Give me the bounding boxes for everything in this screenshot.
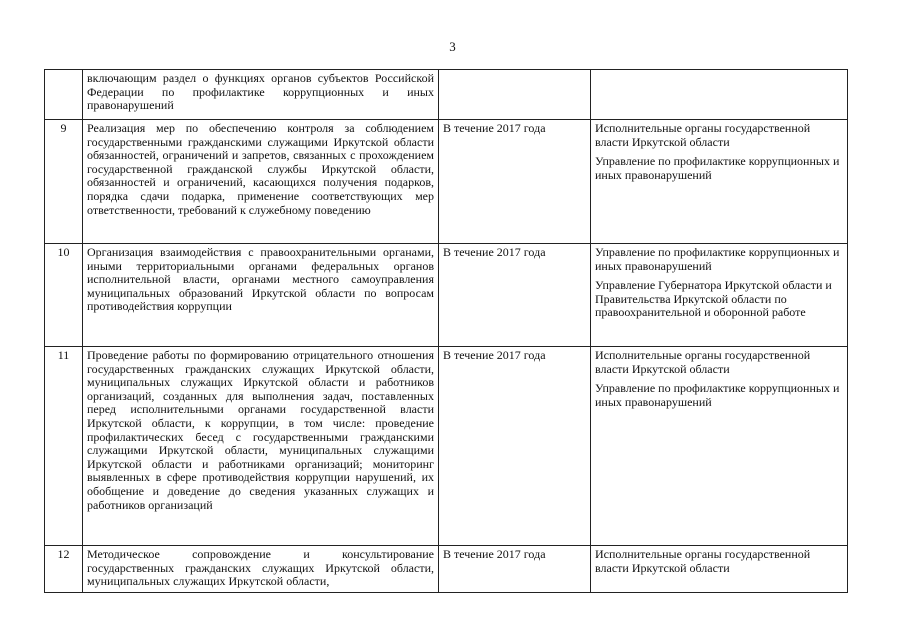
executor-item: Исполнительные органы государственной власти Иркутской области bbox=[595, 348, 811, 376]
row-number-cell: 10 bbox=[45, 244, 83, 347]
executor-item: Управление Губернатора Иркутской области и Правительства Иркутской области по правоохранительной и оборонной работе bbox=[595, 278, 832, 320]
table-row bbox=[45, 70, 848, 120]
deadline-cell: В течение 2017 года bbox=[439, 546, 591, 593]
deadline-cell: В течение 2017 года bbox=[439, 347, 591, 546]
executors-cell bbox=[591, 546, 848, 593]
row-number-cell: 11 bbox=[45, 347, 83, 546]
table-row bbox=[45, 546, 848, 593]
event-cell: Организация взаимодействия с правоохранительными органами, иными территориальными органами федеральных органов исполнительной власти, органами местного самоуправления муниципальных образований Иркутской области по вопросам противодействия коррупции bbox=[83, 244, 439, 347]
executors-cell bbox=[591, 70, 848, 120]
executor-item: Управление по профилактике коррупционных и иных правонарушений bbox=[595, 154, 840, 182]
table-row bbox=[45, 244, 848, 347]
row-number-cell: 9 bbox=[45, 120, 83, 244]
event-cell: Реализация мер по обеспечению контроля за соблюдением государственными гражданскими служащими Иркутской области обязанностей, ограничений и запретов, связанных с прохождением государственной гражданской службы Иркутской области, обязанностей и ограничений, касающихся получения подарков, порядка сдачи подарка, применение соответствующих мер ответственности, требований к служебному поведению bbox=[83, 120, 439, 244]
deadline-cell: В течение 2017 года bbox=[439, 244, 591, 347]
executor-item: Управление по профилактике коррупционных и иных правонарушений bbox=[595, 381, 840, 409]
event-cell: Проведение работы по формированию отрицательного отношения государственных гражданских служащих Иркутской области, муниципальных служащих Иркутской области и работников организаций, созданных для выполнения задач, поставленных перед исполнительными органами государственной власти Иркутской области, к коррупции, в том числе: проведение профилактических бесед с государственными гражданскими служащими Иркутской области, муниципальных служащими Иркутской области и работниками организаций; мониторинг выявленных в сфере противодействия коррупции нарушений, их обобщение и доведение до сведения указанных служащих и работников организаций bbox=[83, 347, 439, 546]
row-number-cell: 12 bbox=[45, 546, 83, 593]
row-number-cell bbox=[45, 70, 83, 120]
executors-cell bbox=[591, 120, 848, 244]
event-cell: включающим раздел о функциях органов субъектов Российской Федерации по профилактике коррупционных и иных правонарушений bbox=[83, 70, 439, 120]
deadline-cell bbox=[439, 70, 591, 120]
executors-cell bbox=[591, 244, 848, 347]
page-number: 3 bbox=[449, 39, 456, 54]
measures-table bbox=[44, 69, 848, 593]
table-row bbox=[45, 120, 848, 244]
table-row bbox=[45, 347, 848, 546]
executor-item: Исполнительные органы государственной власти Иркутской области bbox=[595, 121, 811, 149]
executor-item: Исполнительные органы государственной власти Иркутской области bbox=[595, 547, 811, 575]
deadline-cell: В течение 2017 года bbox=[439, 120, 591, 244]
executor-item: Управление по профилактике коррупционных и иных правонарушений bbox=[595, 245, 840, 273]
executors-cell bbox=[591, 347, 848, 546]
event-cell: Методическое сопровождение и консультирование государственных гражданских служащих Иркутской области, муниципальных служащих Иркутской области, bbox=[83, 546, 439, 593]
